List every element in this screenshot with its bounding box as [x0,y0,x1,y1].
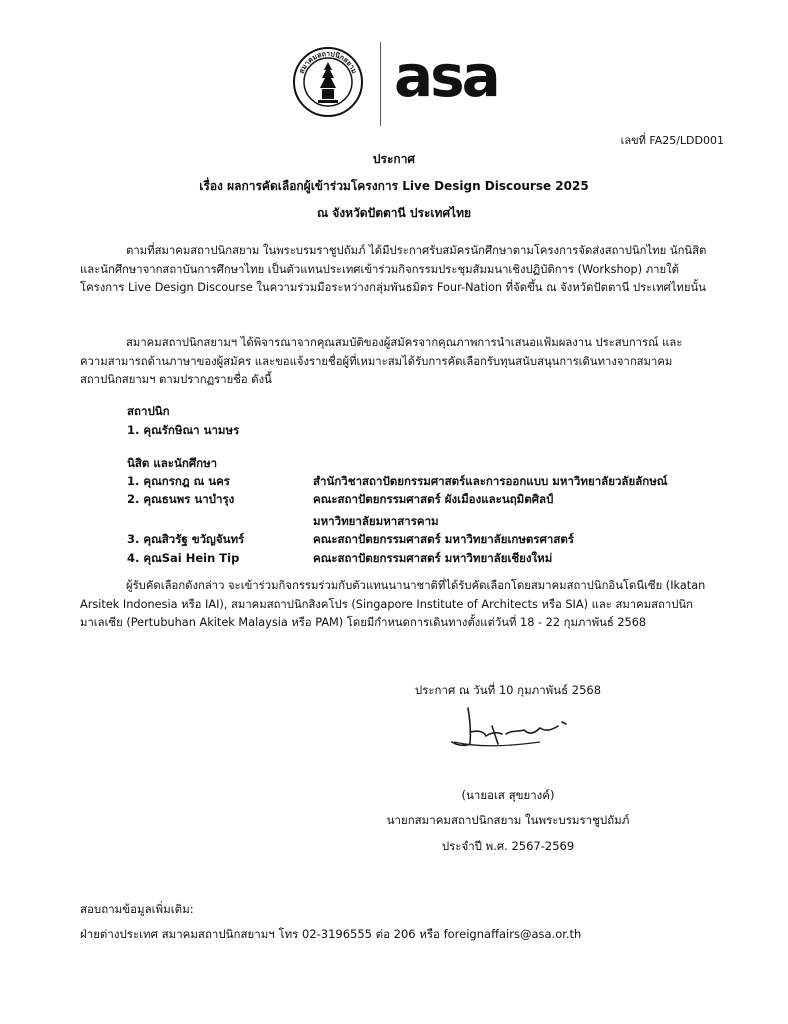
student-affiliation: มหาวิทยาลัยมหาสารคาม [313,514,439,528]
paragraph-selection: สมาคมสถาปนิกสยามฯ ได้พิจารณาจากคุณสมบัติของผู้สมัครจากคุณภาพการนำเสนอแฟ้มผลงาน ประสบการณ์ และความสามารถด้านภาษาของผู้สมัคร และขอแจ้งรายชื่อผู้ที่เหมาะสมได้รับการคัดเลือกรับทุนสนับสนุนการเดินทางจากสมาคมสถาปนิกสยามฯ ตามปรากฏรายชื่อ ดังนี้ [80,336,683,386]
asa-logo-text: asa [394,44,498,110]
student-affiliation: คณะสถาปัตยกรรมศาสตร์ ผังเมืองและนฤมิตศิลป์ [313,492,554,506]
asa-seal-icon [292,40,364,124]
announcement-location: ณ จังหวัดปัตตานี ประเทศไทย [316,206,472,220]
student-row [127,473,727,491]
logo-divider [380,42,381,126]
contact-details: ฝ่ายต่างประเทศ สมาคมสถาปนิกสยามฯ โทร 02-3196555 ต่อ 206 หรือ foreignaffairs@asa.or.th [80,927,582,941]
student-row [127,531,727,549]
student-name: 1. คุณกรกฎ ณ นคร [127,474,230,488]
signatory-position: นายกสมาคมสถาปนิกสยาม ในพระบรมราชูปถัมภ์ [386,813,630,827]
student-row [127,550,727,568]
signatory-term: ประจำปี พ.ศ. 2567-2569 [441,839,575,853]
architects-heading: สถาปนิก [127,404,170,418]
contact-heading: สอบถามข้อมูลเพิ่มเติม: [80,902,194,916]
students-heading: นิสิต และนักศึกษา [127,456,218,470]
student-row [127,513,727,531]
header-logos [292,40,522,128]
student-affiliation: สำนักวิชาสถาปัตยกรรมศาสตร์และการออกแบบ มหาวิทยาลัยวลัยลักษณ์ [313,474,668,488]
student-affiliation: คณะสถาปัตยกรรมศาสตร์ มหาวิทยาลัยเกษตรศาสตร์ [313,532,574,546]
paragraph-intro: ตามที่สมาคมสถาปนิกสยาม ในพระบรมราชูปถัมภ์ ได้มีประกาศรับสมัครนักศึกษาตามโครงการจัดส่งสถาปนิกไทย นักนิสิตและนักศึกษาจากสถาบันการศึกษาไทย เป็นตัวแทนประเทศเข้าร่วมกิจกรรมประชุมสัมมนาเชิงปฏิบัติการ (Workshop) ภายใต้โครงการ Live Design Discourse ในความร่วมมือระหว่างกลุ่มพันธมิตร Four-Nation ที่จัดขึ้น ณ จังหวัดปัตตานี ประเทศไทยนั้น [80,244,707,294]
architect-item: 1. คุณรักษิณา นามษร [127,423,240,437]
signature-date: ประกาศ ณ วันที่ 10 กุมภาพันธ์ 2568 [414,683,602,697]
paragraph-itinerary: ผู้รับคัดเลือกดังกล่าว จะเข้าร่วมกิจกรรมร่วมกับตัวแทนนานาชาติที่ได้รับคัดเลือกโดยสมาคมสถาปนิกอินโดนีเซีย (Ikatan Arsitek Indonesia หรือ IAI), สมาคมสถาปนิกสิงคโปร (Singapore Institute of Architects หรือ SIA) และ สมาคมสถาปนิกมาเลเซีย (Pertubuhan Akitek Malaysia หรือ PAM) โดยมีกำหนดการเดินทางตั้งแต่วันที่ 18 - 22 กุมภาพันธ์ 2568 [80,579,706,629]
student-name: 2. คุณธนพร นาบำรุง [127,492,235,506]
handwritten-signature-icon [440,702,590,752]
signatory-name: (นายอเส สุขยางค์) [461,788,555,802]
student-row [127,491,727,509]
asa-wordmark-logo [394,44,514,114]
announcement-subject: เรื่อง ผลการคัดเลือกผู้เข้าร่วมโครงการ Live Design Discourse 2025 [199,179,589,193]
seal-text: สมาคมสถาปนิกสยาม [297,49,359,75]
announcement-title: ประกาศ [372,152,416,166]
student-name: 3. คุณสิวรัฐ ขวัญจันทร์ [127,532,245,546]
student-name: 4. คุณSai Hein Tip [127,551,240,565]
student-affiliation: คณะสถาปัตยกรรมศาสตร์ มหาวิทยาลัยเชียงใหม่ [313,551,553,565]
document-number: เลขที่ FA25/LDD001 [620,134,724,147]
